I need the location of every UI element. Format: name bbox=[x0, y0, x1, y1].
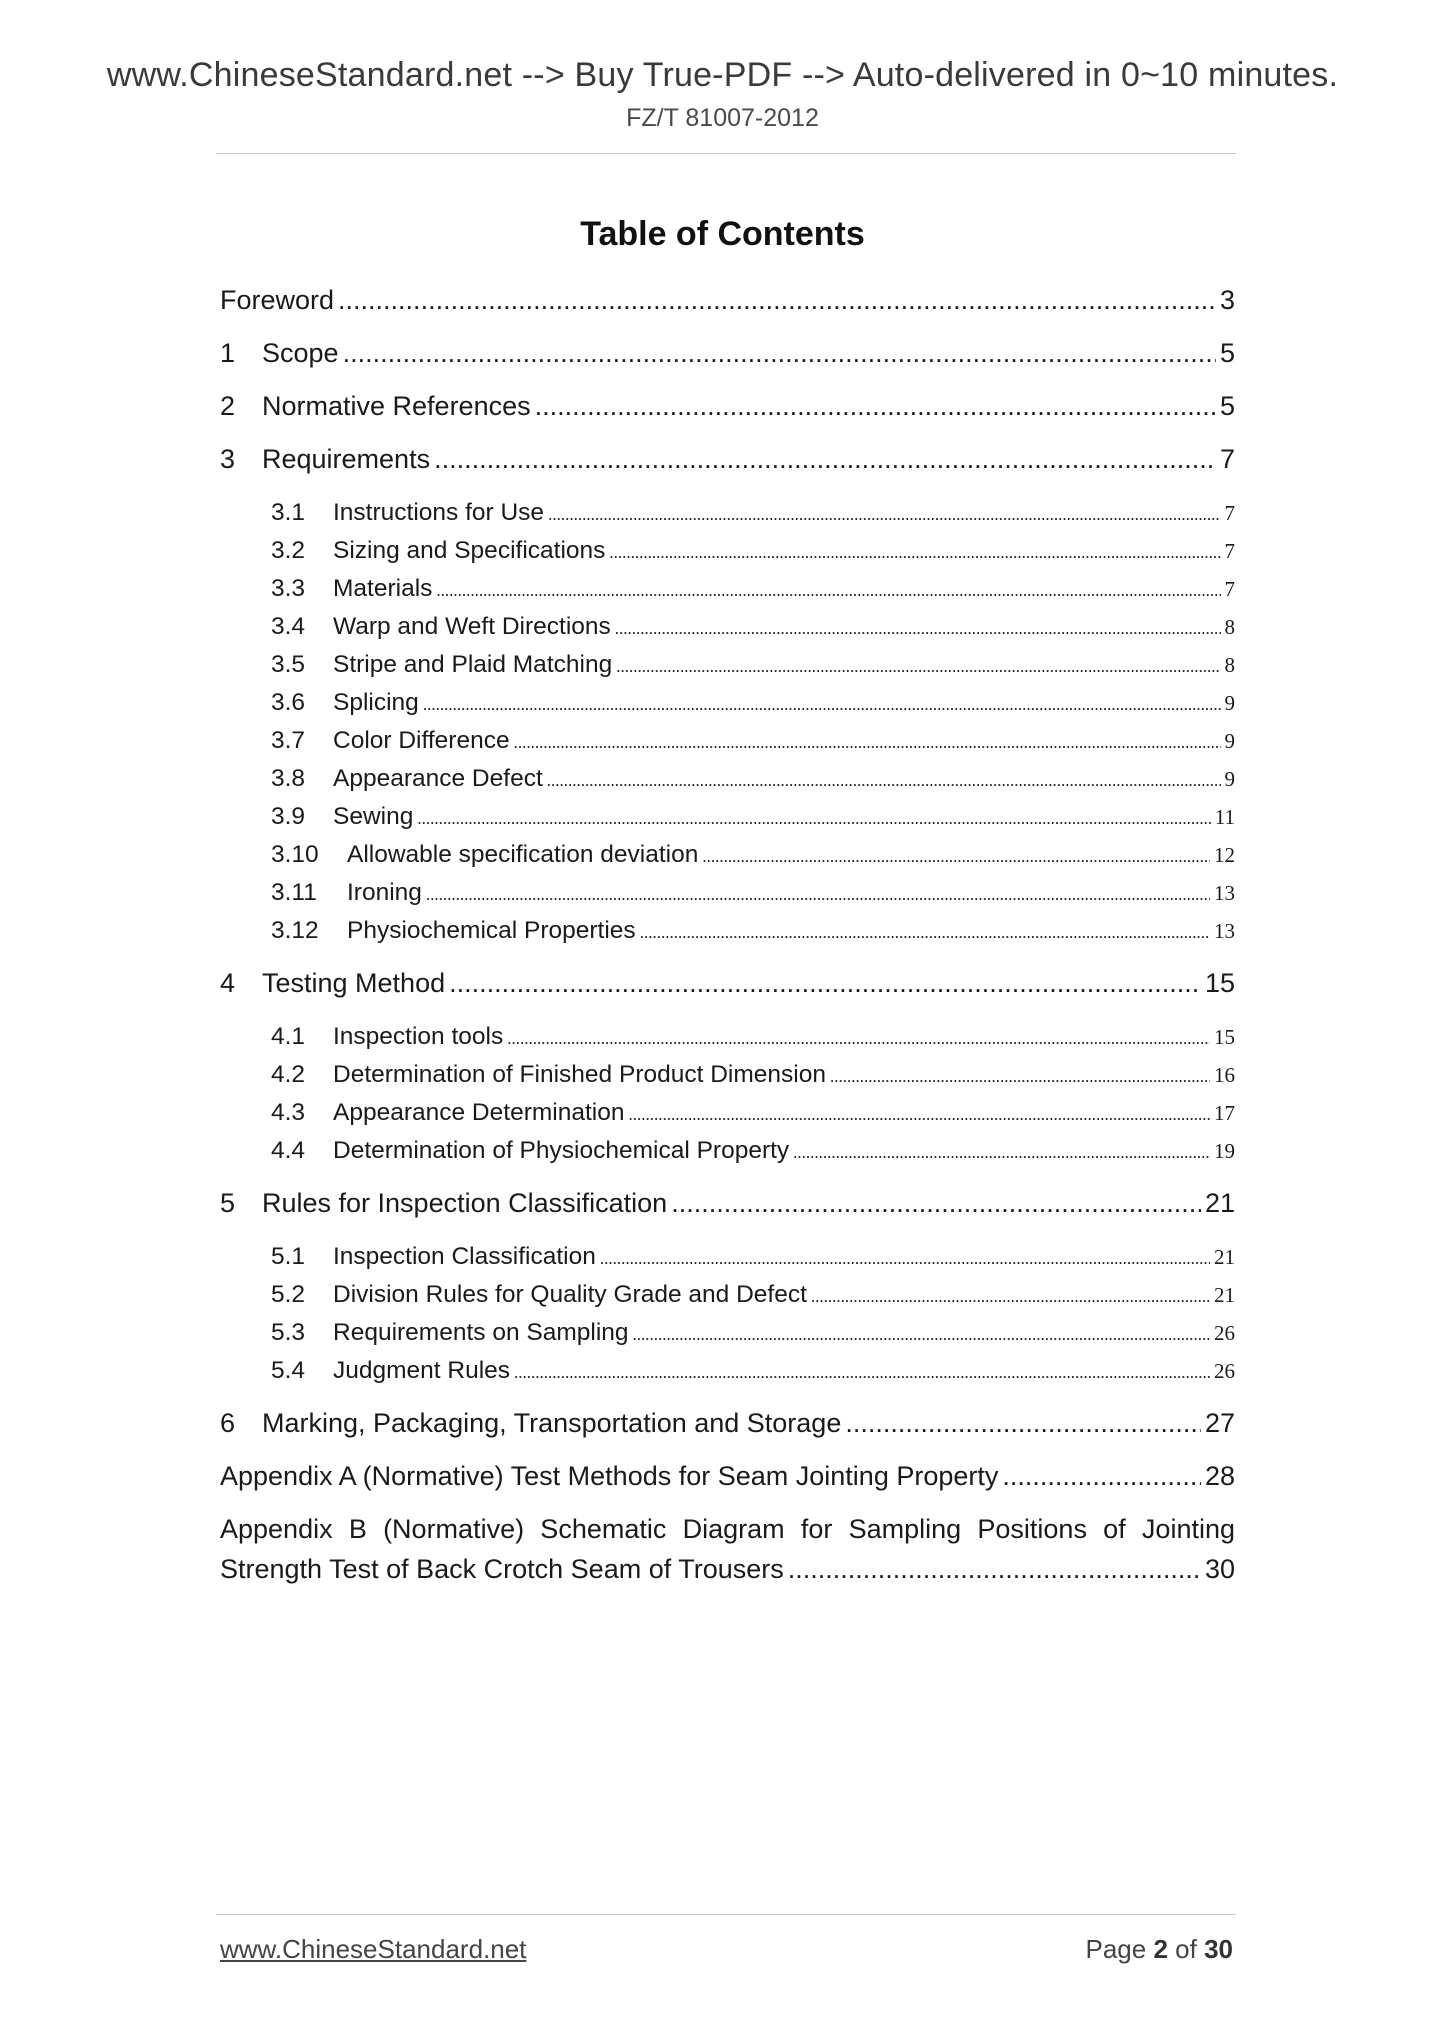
toc-entry-3-11[interactable] bbox=[220, 879, 1235, 907]
toc-entry-3-5[interactable] bbox=[220, 651, 1235, 679]
toc-entry-number: 5.3 bbox=[271, 1319, 306, 1346]
toc-entry-title: Testing Method bbox=[262, 968, 446, 998]
leader-dots bbox=[811, 1287, 1210, 1307]
toc-entry-number: 3.4 bbox=[271, 613, 306, 640]
toc-entry-number: 4.2 bbox=[271, 1061, 306, 1088]
toc-entry-number: 4.4 bbox=[271, 1137, 306, 1164]
toc-entry-title: Requirements on Sampling bbox=[333, 1319, 629, 1346]
footer-divider bbox=[216, 1914, 1236, 1915]
leader-dots bbox=[845, 1408, 1201, 1439]
toc-entry-number: 3.12 bbox=[271, 917, 319, 944]
leader-dots bbox=[514, 1363, 1210, 1383]
toc-entry-title: Determination of Physiochemical Property bbox=[333, 1137, 790, 1164]
leader-dots bbox=[547, 771, 1221, 791]
leader-dots bbox=[426, 885, 1210, 905]
toc-entry-number: 3.9 bbox=[271, 803, 306, 830]
toc-entry-title: Marking, Packaging, Transportation and Storage bbox=[262, 1408, 842, 1438]
toc-entry-6[interactable] bbox=[220, 1408, 1235, 1439]
toc-entry-page: 21 bbox=[1214, 1283, 1235, 1307]
leader-dots bbox=[702, 847, 1210, 867]
toc-entry-title: Allowable specification deviation bbox=[347, 841, 699, 868]
toc-entry-title: Rules for Inspection Classification bbox=[262, 1188, 668, 1218]
toc-entry-number: 6 bbox=[220, 1408, 236, 1438]
leader-dots bbox=[343, 338, 1216, 369]
toc-entry-number: 3.10 bbox=[271, 841, 319, 868]
toc-entry-5-4[interactable] bbox=[220, 1357, 1235, 1385]
page-of: of bbox=[1175, 1934, 1197, 1964]
toc-entry-page: 12 bbox=[1214, 843, 1235, 867]
toc-entry-number: 3.2 bbox=[271, 537, 306, 564]
toc-entry-number: 5.4 bbox=[271, 1357, 306, 1384]
toc-entry-page: 19 bbox=[1214, 1139, 1235, 1163]
page-indicator bbox=[1085, 1934, 1233, 1965]
toc-entry-page: 27 bbox=[1204, 1408, 1235, 1438]
toc-entry-title: Normative References bbox=[262, 391, 531, 421]
toc-entry-2[interactable] bbox=[220, 391, 1235, 422]
toc-entry-page: 13 bbox=[1214, 881, 1235, 905]
leader-dots bbox=[600, 1249, 1210, 1269]
top-banner-link[interactable]: www.ChineseStandard.net --> Buy True-PDF --> Auto-delivered in 0~10 minutes. bbox=[106, 56, 1339, 94]
toc-entry-1[interactable] bbox=[220, 338, 1235, 369]
toc-entry-title: Splicing bbox=[333, 689, 419, 716]
toc-entry-number: 4 bbox=[220, 968, 236, 998]
toc-entry-4[interactable] bbox=[220, 968, 1235, 999]
header-divider bbox=[216, 153, 1236, 154]
leader-dots bbox=[615, 619, 1221, 639]
toc-entry-page: 26 bbox=[1214, 1321, 1235, 1345]
leader-dots bbox=[793, 1143, 1210, 1163]
toc-entry-title-line2: Strength Test of Back Crotch Seam of Trousers bbox=[220, 1554, 784, 1584]
toc-entry-number: 3 bbox=[220, 444, 236, 474]
toc-entry-page: 7 bbox=[1219, 444, 1235, 474]
toc-entry-title: Color Difference bbox=[333, 727, 510, 754]
toc-entry-page: 15 bbox=[1204, 968, 1235, 998]
toc-entry-title: Appearance Defect bbox=[333, 765, 543, 792]
toc-entry-number: 3.7 bbox=[271, 727, 306, 754]
toc-entry-3-3[interactable] bbox=[220, 575, 1235, 603]
toc-entry-page: 8 bbox=[1224, 615, 1235, 639]
leader-dots bbox=[514, 733, 1221, 753]
toc-entry-3-9[interactable] bbox=[220, 803, 1235, 831]
toc-entry-5-3[interactable] bbox=[220, 1319, 1235, 1347]
toc-entry-number: 4.1 bbox=[271, 1023, 306, 1050]
toc-entry-page: 9 bbox=[1224, 691, 1235, 715]
page-current: 2 bbox=[1153, 1934, 1168, 1964]
toc-entry-page: 7 bbox=[1224, 577, 1235, 601]
toc-entry-number: 5 bbox=[220, 1188, 236, 1218]
toc-entry-3-2[interactable] bbox=[220, 537, 1235, 565]
toc-entry-4-3[interactable] bbox=[220, 1099, 1235, 1127]
leader-dots bbox=[830, 1067, 1210, 1087]
toc-entry-4-4[interactable] bbox=[220, 1137, 1235, 1165]
toc-entry-page: 8 bbox=[1224, 653, 1235, 677]
toc-entry-title: Materials bbox=[333, 575, 433, 602]
page-prefix: Page bbox=[1085, 1934, 1147, 1964]
toc-entry-page: 7 bbox=[1224, 539, 1235, 563]
toc-entry-title: Inspection Classification bbox=[333, 1243, 596, 1270]
leader-dots bbox=[633, 1325, 1210, 1345]
leader-dots bbox=[788, 1554, 1201, 1585]
toc-entry-3-4[interactable] bbox=[220, 613, 1235, 641]
toc-entry-number: 3.8 bbox=[271, 765, 306, 792]
toc-entry-number: 1 bbox=[220, 338, 236, 368]
toc-entry-number: 3.3 bbox=[271, 575, 306, 602]
leader-dots bbox=[417, 809, 1210, 829]
toc-entry-4-2[interactable] bbox=[220, 1061, 1235, 1089]
toc-entry-title: Ironing bbox=[347, 879, 422, 906]
toc-entry-3-1[interactable] bbox=[220, 499, 1235, 527]
toc-entry-title: Division Rules for Quality Grade and Defect bbox=[333, 1281, 807, 1308]
toc-entry-3-8[interactable] bbox=[220, 765, 1235, 793]
toc-entry-title: Scope bbox=[262, 338, 339, 368]
toc-entry-title: Appearance Determination bbox=[333, 1099, 625, 1126]
leader-dots bbox=[449, 968, 1201, 999]
leader-dots bbox=[535, 391, 1216, 422]
toc-entry-number: 3.1 bbox=[271, 499, 306, 526]
toc-entry-title: Sizing and Specifications bbox=[333, 537, 606, 564]
toc-entry-page: 11 bbox=[1214, 805, 1235, 829]
page-total: 30 bbox=[1204, 1934, 1233, 1964]
toc-entry-appendix-b[interactable] bbox=[220, 1514, 1235, 1585]
leader-dots bbox=[609, 543, 1220, 563]
toc-entry-5[interactable] bbox=[220, 1188, 1235, 1219]
toc-entry-title: Sewing bbox=[333, 803, 414, 830]
toc-entry-foreword[interactable] bbox=[220, 285, 1235, 316]
toc-entry-title: Appendix A (Normative) Test Methods for Seam Jointing Property bbox=[220, 1461, 999, 1491]
toc-entry-page: 16 bbox=[1214, 1063, 1235, 1087]
toc-entry-title: Stripe and Plaid Matching bbox=[333, 651, 613, 678]
toc-entry-title: Instructions for Use bbox=[333, 499, 545, 526]
toc-entry-4-1[interactable] bbox=[220, 1023, 1235, 1051]
toc-entry-page: 15 bbox=[1214, 1025, 1235, 1049]
toc-entry-5-2[interactable] bbox=[220, 1281, 1235, 1309]
toc-entry-number: 2 bbox=[220, 391, 236, 421]
toc-entry-page: 26 bbox=[1214, 1359, 1235, 1383]
toc-entry-title: Physiochemical Properties bbox=[347, 917, 636, 944]
leader-dots bbox=[338, 285, 1216, 316]
toc-entry-page: 9 bbox=[1224, 729, 1235, 753]
toc-entry-page: 3 bbox=[1219, 285, 1235, 315]
toc-entry-title: Determination of Finished Product Dimension bbox=[333, 1061, 826, 1088]
leader-dots bbox=[434, 444, 1216, 475]
document-code: FZ/T 81007-2012 bbox=[626, 104, 819, 132]
leader-dots bbox=[628, 1105, 1210, 1125]
toc-entry-page: 21 bbox=[1204, 1188, 1235, 1218]
toc-entry-page: 17 bbox=[1214, 1101, 1235, 1125]
toc-entry-page: 5 bbox=[1219, 391, 1235, 421]
toc-entry-number: 5.1 bbox=[271, 1243, 306, 1270]
leader-dots bbox=[507, 1029, 1210, 1049]
toc-entry-title: Warp and Weft Directions bbox=[333, 613, 611, 640]
toc-entry-3-6[interactable] bbox=[220, 689, 1235, 717]
toc-entry-page: 13 bbox=[1214, 919, 1235, 943]
toc-entry-title: Judgment Rules bbox=[333, 1357, 511, 1384]
leader-dots bbox=[671, 1188, 1201, 1219]
toc-entry-3[interactable] bbox=[220, 444, 1235, 475]
leader-dots bbox=[423, 695, 1221, 715]
toc-entry-3-10[interactable] bbox=[220, 841, 1235, 869]
toc-entry-page: 7 bbox=[1224, 501, 1235, 525]
toc-entry-3-7[interactable] bbox=[220, 727, 1235, 755]
toc-entry-appendix-a[interactable] bbox=[220, 1461, 1235, 1492]
leader-dots bbox=[640, 923, 1210, 943]
toc-entry-number: 3.11 bbox=[271, 879, 317, 906]
toc-entry-page: 28 bbox=[1204, 1461, 1235, 1491]
toc-entry-page: 9 bbox=[1224, 767, 1235, 791]
leader-dots bbox=[1002, 1461, 1201, 1492]
leader-dots bbox=[616, 657, 1220, 677]
toc-entry-number: 3.6 bbox=[271, 689, 306, 716]
footer-website-link[interactable]: www.ChineseStandard.net bbox=[220, 1934, 527, 1964]
toc-entry-number: 5.2 bbox=[271, 1281, 306, 1308]
toc-entry-3-12[interactable] bbox=[220, 917, 1235, 945]
leader-dots bbox=[548, 505, 1220, 525]
toc-entry-number: 3.5 bbox=[271, 651, 306, 678]
leader-dots bbox=[436, 581, 1220, 601]
toc-title: Table of Contents bbox=[580, 215, 865, 253]
toc-entry-title-line1: Appendix B (Normative) Schematic Diagram for Sampling Positions of Jointing bbox=[220, 1514, 1235, 1544]
toc-entry-page: 21 bbox=[1214, 1245, 1235, 1269]
toc-entry-title: Inspection tools bbox=[333, 1023, 504, 1050]
toc-entry-title: Requirements bbox=[262, 444, 431, 474]
toc-entry-number: 4.3 bbox=[271, 1099, 306, 1126]
toc-entry-title: Foreword bbox=[220, 285, 335, 315]
toc-entry-page: 30 bbox=[1204, 1554, 1235, 1584]
toc-entry-title-line2-row bbox=[220, 1554, 1235, 1585]
toc-entry-page: 5 bbox=[1219, 338, 1235, 368]
toc-entry-5-1[interactable] bbox=[220, 1243, 1235, 1271]
